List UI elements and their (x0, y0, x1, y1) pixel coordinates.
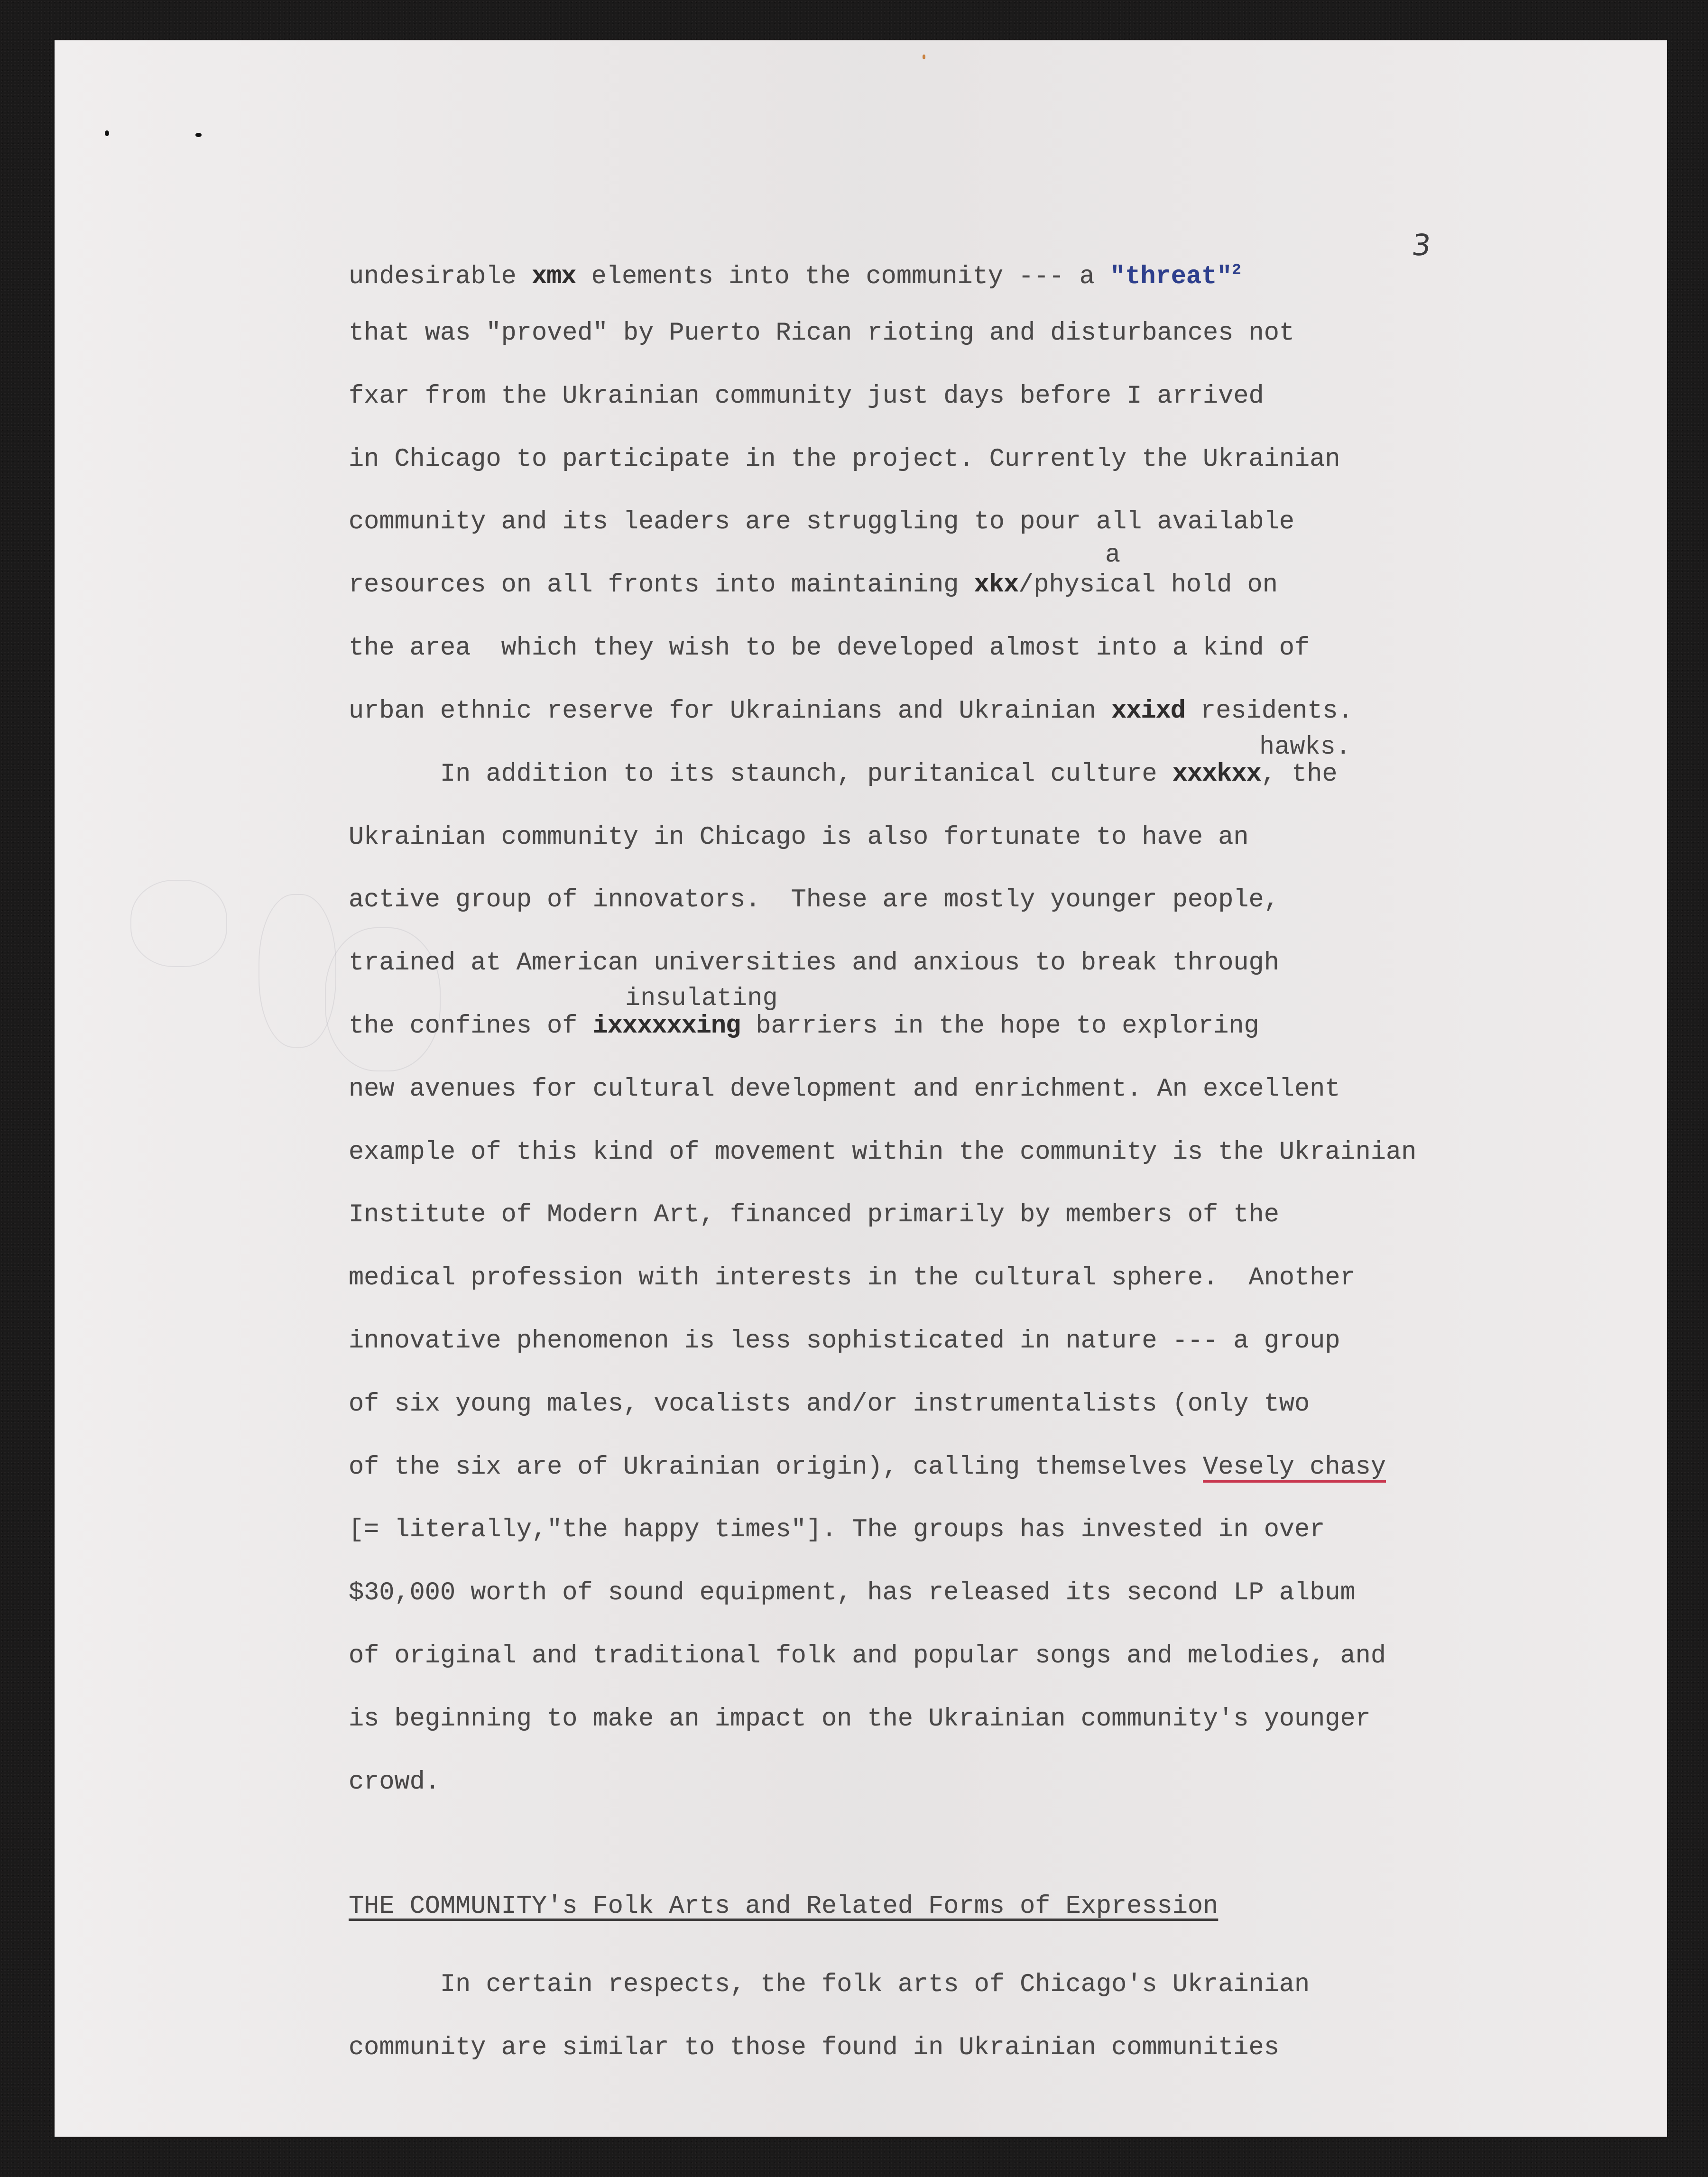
pencil-mark (259, 894, 336, 1048)
inserted-text: insulating (625, 984, 778, 1013)
text-line: is beginning to make an impact on the Ukrainian community's younger (349, 1705, 1371, 1734)
text-line: resources on all fronts into maintaining xkx/physical hold on (349, 571, 1278, 600)
text-line: community and its leaders are struggling to pour all available (349, 507, 1295, 536)
struck-text: ixxxxxxing (592, 1012, 741, 1041)
text-line: active group of innovators. These are mostly younger people, (349, 886, 1279, 914)
orange-speck (923, 55, 925, 59)
struck-text: xxxkxx (1172, 760, 1261, 789)
text-line: community are similar to those found in Ukrainian communities (349, 2033, 1279, 2062)
struck-text: xkx (974, 571, 1019, 600)
red-underlined-name: Vesely chasy (1203, 1453, 1386, 1482)
text-line: fxar from the Ukrainian community just days before I arrived (349, 382, 1264, 411)
text-line: trained at American universities and anxious to break through (349, 949, 1279, 978)
blue-ink-quote: "threat" (1110, 262, 1232, 291)
text-line: new avenues for cultural development and enrichment. An excellent (349, 1075, 1340, 1104)
pencil-mark (130, 880, 227, 967)
text-line: undesirable xmx elements into the community --- a "threat"$^2$ (349, 261, 1241, 291)
footnote-marker: 2 (1232, 261, 1241, 279)
text-line: [= literally,"the happy times"]. The groups has invested in over (349, 1515, 1325, 1544)
text-line: innovative phenomenon is less sophisticated in nature --- a group (349, 1327, 1340, 1356)
text-line: in Chicago to participate in the project. Currently the Ukrainian (349, 445, 1340, 474)
text-line: Ukrainian community in Chicago is also fortunate to have an (349, 823, 1249, 852)
text-line: Institute of Modern Art, financed primarily by members of the (349, 1200, 1279, 1229)
text-line: the confines of ixxxxxxing barriers in the hope to exploring (349, 1012, 1259, 1041)
text-line: medical profession with interests in the cultural sphere. Another (349, 1264, 1356, 1292)
section-heading: THE COMMUNITY's Folk Arts and Related Forms of Expression (349, 1892, 1219, 1921)
text-line: of original and traditional folk and popular songs and melodies, and (349, 1642, 1386, 1670)
text-line: of six young males, vocalists and/or instrumentalists (only two (349, 1390, 1310, 1419)
page-number: 3 (1410, 228, 1433, 262)
struck-text: xmx (531, 262, 576, 291)
paragraph-start-line: In addition to its staunch, puritanical culture xxxkxx, the (440, 760, 1338, 789)
inserted-text: a (1105, 541, 1121, 570)
ink-dot-mark (105, 130, 109, 136)
text-line: that was "proved" by Puerto Rican rioting and disturbances not (349, 319, 1295, 348)
inserted-text: hawks. (1259, 733, 1351, 762)
text-line: $30,000 worth of sound equipment, has released its second LP album (349, 1578, 1356, 1607)
text-line: crowd. (349, 1768, 440, 1797)
text-line: example of this kind of movement within the community is the Ukrainian (349, 1138, 1417, 1167)
paragraph-start-line: In certain respects, the folk arts of Chicago's Ukrainian (440, 1970, 1310, 1999)
text-line: urban ethnic reserve for Ukrainians and Ukrainian xxixd residents. (349, 697, 1353, 726)
struck-text: xxixd (1111, 697, 1185, 726)
text-line: of the six are of Ukrainian origin), calling themselves Vesely chasy (349, 1453, 1386, 1482)
ink-dot-mark (195, 133, 202, 137)
text-line: the area which they wish to be developed almost into a kind of (349, 634, 1310, 663)
